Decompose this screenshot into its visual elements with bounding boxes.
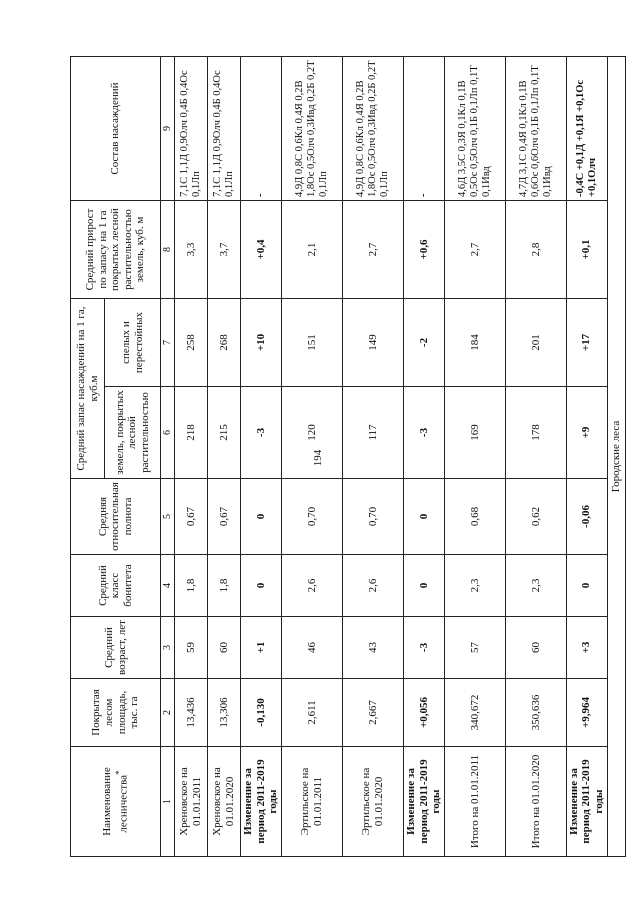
cell-increment: +0,4	[241, 201, 282, 299]
column-number: 3	[161, 617, 175, 679]
cell-increment: 3,7	[208, 201, 241, 299]
cell-stock-covered: +9	[566, 387, 607, 479]
cell-composition: -0,4С +0,1Д +0,1Я +0,1Ос +0,1Олч	[566, 57, 607, 201]
cell-area: 13,436	[175, 679, 208, 747]
cell-area: 2,611	[281, 679, 342, 747]
page-number: 194	[312, 449, 324, 467]
cell-stock-covered: 117	[342, 387, 403, 479]
cell-area: 13,306	[208, 679, 241, 747]
cell-stock-mature: 149	[342, 299, 403, 387]
cell-class: 2,3	[444, 555, 505, 617]
cell-composition: 4,9Д 0,8С 0,6Кл 0,4Я 0,2В 1,8Ос 0,5Олч 0,3Ивд 0,2Б 0,2Т 0,1Лп	[281, 57, 342, 201]
cell-class: 0	[241, 555, 282, 617]
column-number: 5	[161, 479, 175, 555]
cell-class: 2,6	[281, 555, 342, 617]
cell-class: 0	[566, 555, 607, 617]
cell-density: 0,62	[505, 479, 566, 555]
cell-class: 0	[403, 555, 444, 617]
cell-density: -0,06	[566, 479, 607, 555]
table-row	[281, 57, 342, 857]
cell-area: -0,130	[241, 679, 282, 747]
cell-age: 43	[342, 617, 403, 679]
cell-composition: 4,6Д 3,5С 0,3Я 0,1Кл 0,1В 0,5Ос 0,5Олч 0,1Б 0,1Лп 0,1Т 0,1Ивд	[444, 57, 505, 201]
cell-density: 0	[241, 479, 282, 555]
column-number: 8	[161, 201, 175, 299]
column-number: 1	[161, 747, 175, 857]
cell-area: 2,667	[342, 679, 403, 747]
cell-class: 2,6	[342, 555, 403, 617]
cell-name: Итого на 01.01.2011	[444, 747, 505, 857]
header-composition: Состав насаждений	[71, 57, 161, 201]
cell-name: Изменение за период 2011-2019 годы	[241, 747, 282, 857]
table-row	[342, 57, 403, 857]
cell-stock-mature: +10	[241, 299, 282, 387]
cell-age: +3	[566, 617, 607, 679]
header-stock-covered: земель, покрытых лесной растительностью	[105, 387, 161, 479]
section-row	[607, 57, 625, 857]
cell-name: Эртильское на 01.01.2011	[281, 747, 342, 857]
table-row	[175, 57, 208, 857]
table-row	[444, 57, 505, 857]
cell-age: +1	[241, 617, 282, 679]
header-increment: Средний прирост по запасу на 1 га покрытых лесной растительностью земель, куб. м	[71, 201, 161, 299]
column-number: 7	[161, 299, 175, 387]
cell-density: 0,70	[281, 479, 342, 555]
cell-composition: -	[403, 57, 444, 201]
header-area: Покрытая лесом площадь, тыс. га	[71, 679, 161, 747]
cell-stock-mature: +17	[566, 299, 607, 387]
cell-stock-mature: -2	[403, 299, 444, 387]
header-name: Наименование лесничества*	[71, 747, 161, 857]
cell-composition: 7,1С 1,1Д 0,9Олч 0,4Б 0,4Ос 0,1Лп	[175, 57, 208, 201]
header-age: Средний возраст, лет	[71, 617, 161, 679]
header-class: Средний класс бонитета	[71, 555, 161, 617]
cell-age: 46	[281, 617, 342, 679]
cell-composition: 4,9Д 0,8С 0,6Кл 0,4Я 0,2В 1,8Ос 0,5Олч 0,3Ивд 0,2Б 0,2Т 0,1Лп	[342, 57, 403, 201]
section-label: Городские леса	[607, 57, 625, 857]
header-stock-group: Средний запас насаждений на 1 га, куб.м	[71, 299, 105, 479]
cell-composition: 7,1С 1,1Д 0,9Олч 0,4Б 0,4Ос 0,1Лп	[208, 57, 241, 201]
cell-area: 340,672	[444, 679, 505, 747]
cell-increment: 2,1	[281, 201, 342, 299]
cell-age: 60	[208, 617, 241, 679]
cell-stock-mature: 151	[281, 299, 342, 387]
cell-composition: 4,7Д 3,1С 0,4Я 0,1Кл 0,1В 0,6Ос 0,6Олч 0,1Б 0,1Лп 0,1Т 0,1Ивд	[505, 57, 566, 201]
cell-class: 2,3	[505, 555, 566, 617]
cell-name: Хреновское на 01.01.2020	[208, 747, 241, 857]
cell-stock-covered: 178	[505, 387, 566, 479]
cell-name: Итого на 01.01.2020	[505, 747, 566, 857]
column-number: 9	[161, 57, 175, 201]
cell-stock-covered: -3	[241, 387, 282, 479]
cell-increment: +0,1	[566, 201, 607, 299]
cell-increment: 2,8	[505, 201, 566, 299]
column-number: 6	[161, 387, 175, 479]
cell-age: 60	[505, 617, 566, 679]
cell-stock-mature: 258	[175, 299, 208, 387]
table-row	[241, 57, 282, 857]
cell-increment: 2,7	[444, 201, 505, 299]
cell-stock-covered: 218	[175, 387, 208, 479]
cell-stock-covered: 169	[444, 387, 505, 479]
header-density: Средняя относительная полнота	[71, 479, 161, 555]
cell-stock-covered: -3	[403, 387, 444, 479]
table-row	[403, 57, 444, 857]
cell-name: Изменение за период 2011-2019 годы	[403, 747, 444, 857]
cell-age: 59	[175, 617, 208, 679]
cell-name: Хреновское на 01.01.2011	[175, 747, 208, 857]
table-row	[208, 57, 241, 857]
header-name-mark: *	[113, 770, 124, 775]
table-row	[566, 57, 607, 857]
cell-stock-mature: 184	[444, 299, 505, 387]
forest-stand-table	[70, 56, 626, 857]
cell-name: Эртильское на 01.01.2020	[342, 747, 403, 857]
cell-age: -3	[403, 617, 444, 679]
cell-density: 0	[403, 479, 444, 555]
cell-class: 1,8	[208, 555, 241, 617]
cell-stock-mature: 268	[208, 299, 241, 387]
cell-class: 1,8	[175, 555, 208, 617]
cell-area: +0,056	[403, 679, 444, 747]
cell-area: 350,636	[505, 679, 566, 747]
cell-name: Изменение за период 2011-2019 годы	[566, 747, 607, 857]
column-number: 2	[161, 679, 175, 747]
cell-stock-mature: 201	[505, 299, 566, 387]
cell-density: 0,70	[342, 479, 403, 555]
cell-increment: 3,3	[175, 201, 208, 299]
cell-density: 0,67	[208, 479, 241, 555]
cell-age: 57	[444, 617, 505, 679]
cell-composition: -	[241, 57, 282, 201]
column-number: 4	[161, 555, 175, 617]
cell-density: 0,68	[444, 479, 505, 555]
cell-stock-covered: 215	[208, 387, 241, 479]
cell-stock-covered: 120	[281, 387, 342, 479]
rotated-table-container	[70, 57, 622, 857]
table-row	[505, 57, 566, 857]
cell-increment: +0,6	[403, 201, 444, 299]
header-stock-mature: спелых и перестойных	[105, 299, 161, 387]
cell-density: 0,67	[175, 479, 208, 555]
cell-area: +9,964	[566, 679, 607, 747]
cell-increment: 2,7	[342, 201, 403, 299]
